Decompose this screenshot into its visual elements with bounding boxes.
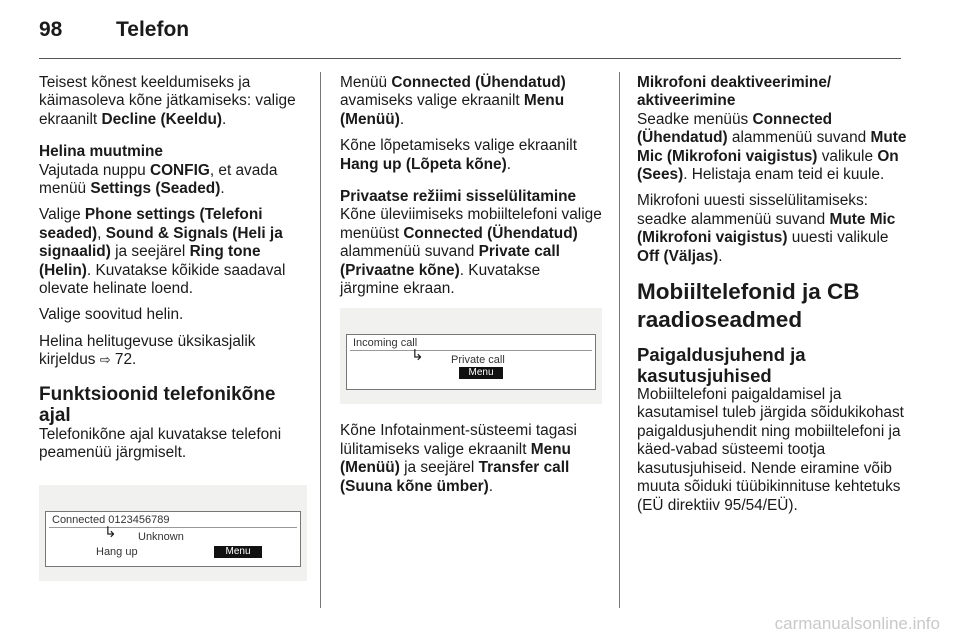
column-2 xyxy=(340,74,602,504)
column-3 xyxy=(637,74,909,523)
column-divider xyxy=(619,72,620,608)
display-screenshot-incoming xyxy=(340,308,602,404)
call-arrow-icon: ↳ xyxy=(411,347,424,365)
screen-divider xyxy=(350,350,592,351)
paragraph-call-menu: Telefonikõne ajal kuvatakse telefoni peamenüü järgmiselt. xyxy=(39,425,282,462)
paragraph-unmute-mic: Mikrofoni uuesti sisselülitamiseks: seadke alammenüü suvand Mute Mic (Mikrofoni vaigistus) uuesti valikule Off (Väljas). xyxy=(637,192,896,265)
paragraph-mute-mic: Seadke menüüs Connected (Ühendatud) alammenüü suvand Mute Mic (Mikrofoni vaigistus) valikule On (Sees). Helistaja enam teid ei kuule. xyxy=(637,110,907,184)
page-title: Telefon xyxy=(116,18,190,41)
paragraph-transfer-call: Kõne Infotainment-süsteemi tagasi lülitamiseks valige ekraanilt Menu (Menüü) ja seejärel Transfer call (Suuna kõne ümber). xyxy=(340,422,577,495)
screen-caller: Private call xyxy=(451,354,505,367)
heading-mobile-cb: Mobiiltelefonid ja CB raadioseadmed xyxy=(637,279,860,333)
cross-reference-icon: ⇨ xyxy=(99,352,111,368)
screen-status: Connected 0123456789 xyxy=(52,513,170,526)
paragraph-ring-tone-select: Valige Phone settings (Telefoni seaded), Sound & Signals (Heli ja signaalid) ja seejärel Ring tone (Helin). Kuvatakse kõikide saadaval olevate helinate loend. xyxy=(39,206,286,298)
paragraph-installation: Mobiiltelefoni paigaldamisel ja kasutamisel tuleb järgida sõidukikohast paigaldusjuhendit ning mobiiltelefoni ja käed-vabad süsteemi tootja kasutusjuhiseid. Nende eiramine võib muuta sõiduki tüübikinnituse kehtetuks (EÜ direktiiv 95/54/EÜ). xyxy=(637,386,904,514)
heading-installation: Paigaldusjuhend ja kasutusjuhised xyxy=(637,344,806,387)
screen-menu-button: Menu xyxy=(214,546,262,558)
paragraph-choose-ring: Valige soovitud helin. xyxy=(39,306,184,324)
call-arrow-icon: ↳ xyxy=(104,523,117,541)
display-screenshot-connected xyxy=(39,485,307,581)
heading-private-mode: Privaatse režiimi sisselülitamine xyxy=(340,188,577,206)
screen-divider xyxy=(49,527,297,528)
paragraph-volume-ref: Helina helitugevuse üksikasjalik kirjeldus ⇨ 72. xyxy=(39,332,256,369)
screen-menu-button: Menu xyxy=(459,367,503,379)
paragraph-private-call: Kõne üleviimiseks mobiiltelefoni valige menüüst Connected (Ühendatud) alammenüü suvand Private call (Privaatne kõne). Kuvatakse järgmine ekraan. xyxy=(340,206,602,298)
page-ref: 72 xyxy=(114,351,133,369)
screen-status: Incoming call xyxy=(353,337,418,350)
header-rule xyxy=(39,58,901,59)
watermark-logo: carmanualsonline.info xyxy=(774,614,940,633)
screen-caller: Unknown xyxy=(138,530,184,543)
heading-mic: Mikrofoni deaktiveerimine/ aktiveerimine xyxy=(637,74,832,110)
display-screen xyxy=(45,511,301,567)
column-1 xyxy=(39,74,307,599)
paragraph-hang-up: Kõne lõpetamiseks valige ekraanilt Hang up (Lõpeta kõne). xyxy=(340,137,577,173)
display-screen xyxy=(346,334,596,390)
page-number: 98 xyxy=(39,18,63,41)
paragraph-open-menu: Menüü Connected (Ühendatud) avamiseks valige ekraanilt Menu (Menüü). xyxy=(340,74,566,128)
paragraph-config: Vajutada nuppu CONFIG, et avada menüü Settings (Seaded). xyxy=(39,161,278,198)
paragraph-decline: Teisest kõnest keeldumiseks ja käimasoleva kõne jätkamiseks: valige ekraanilt Decline (Keeldu). xyxy=(39,74,296,128)
heading-call-functions: Funktsioonid telefonikõne ajal xyxy=(39,383,276,426)
heading-ring-tone: Helina muutmine xyxy=(39,143,163,161)
screen-hang-up: Hang up xyxy=(96,545,138,558)
column-divider xyxy=(320,72,321,608)
